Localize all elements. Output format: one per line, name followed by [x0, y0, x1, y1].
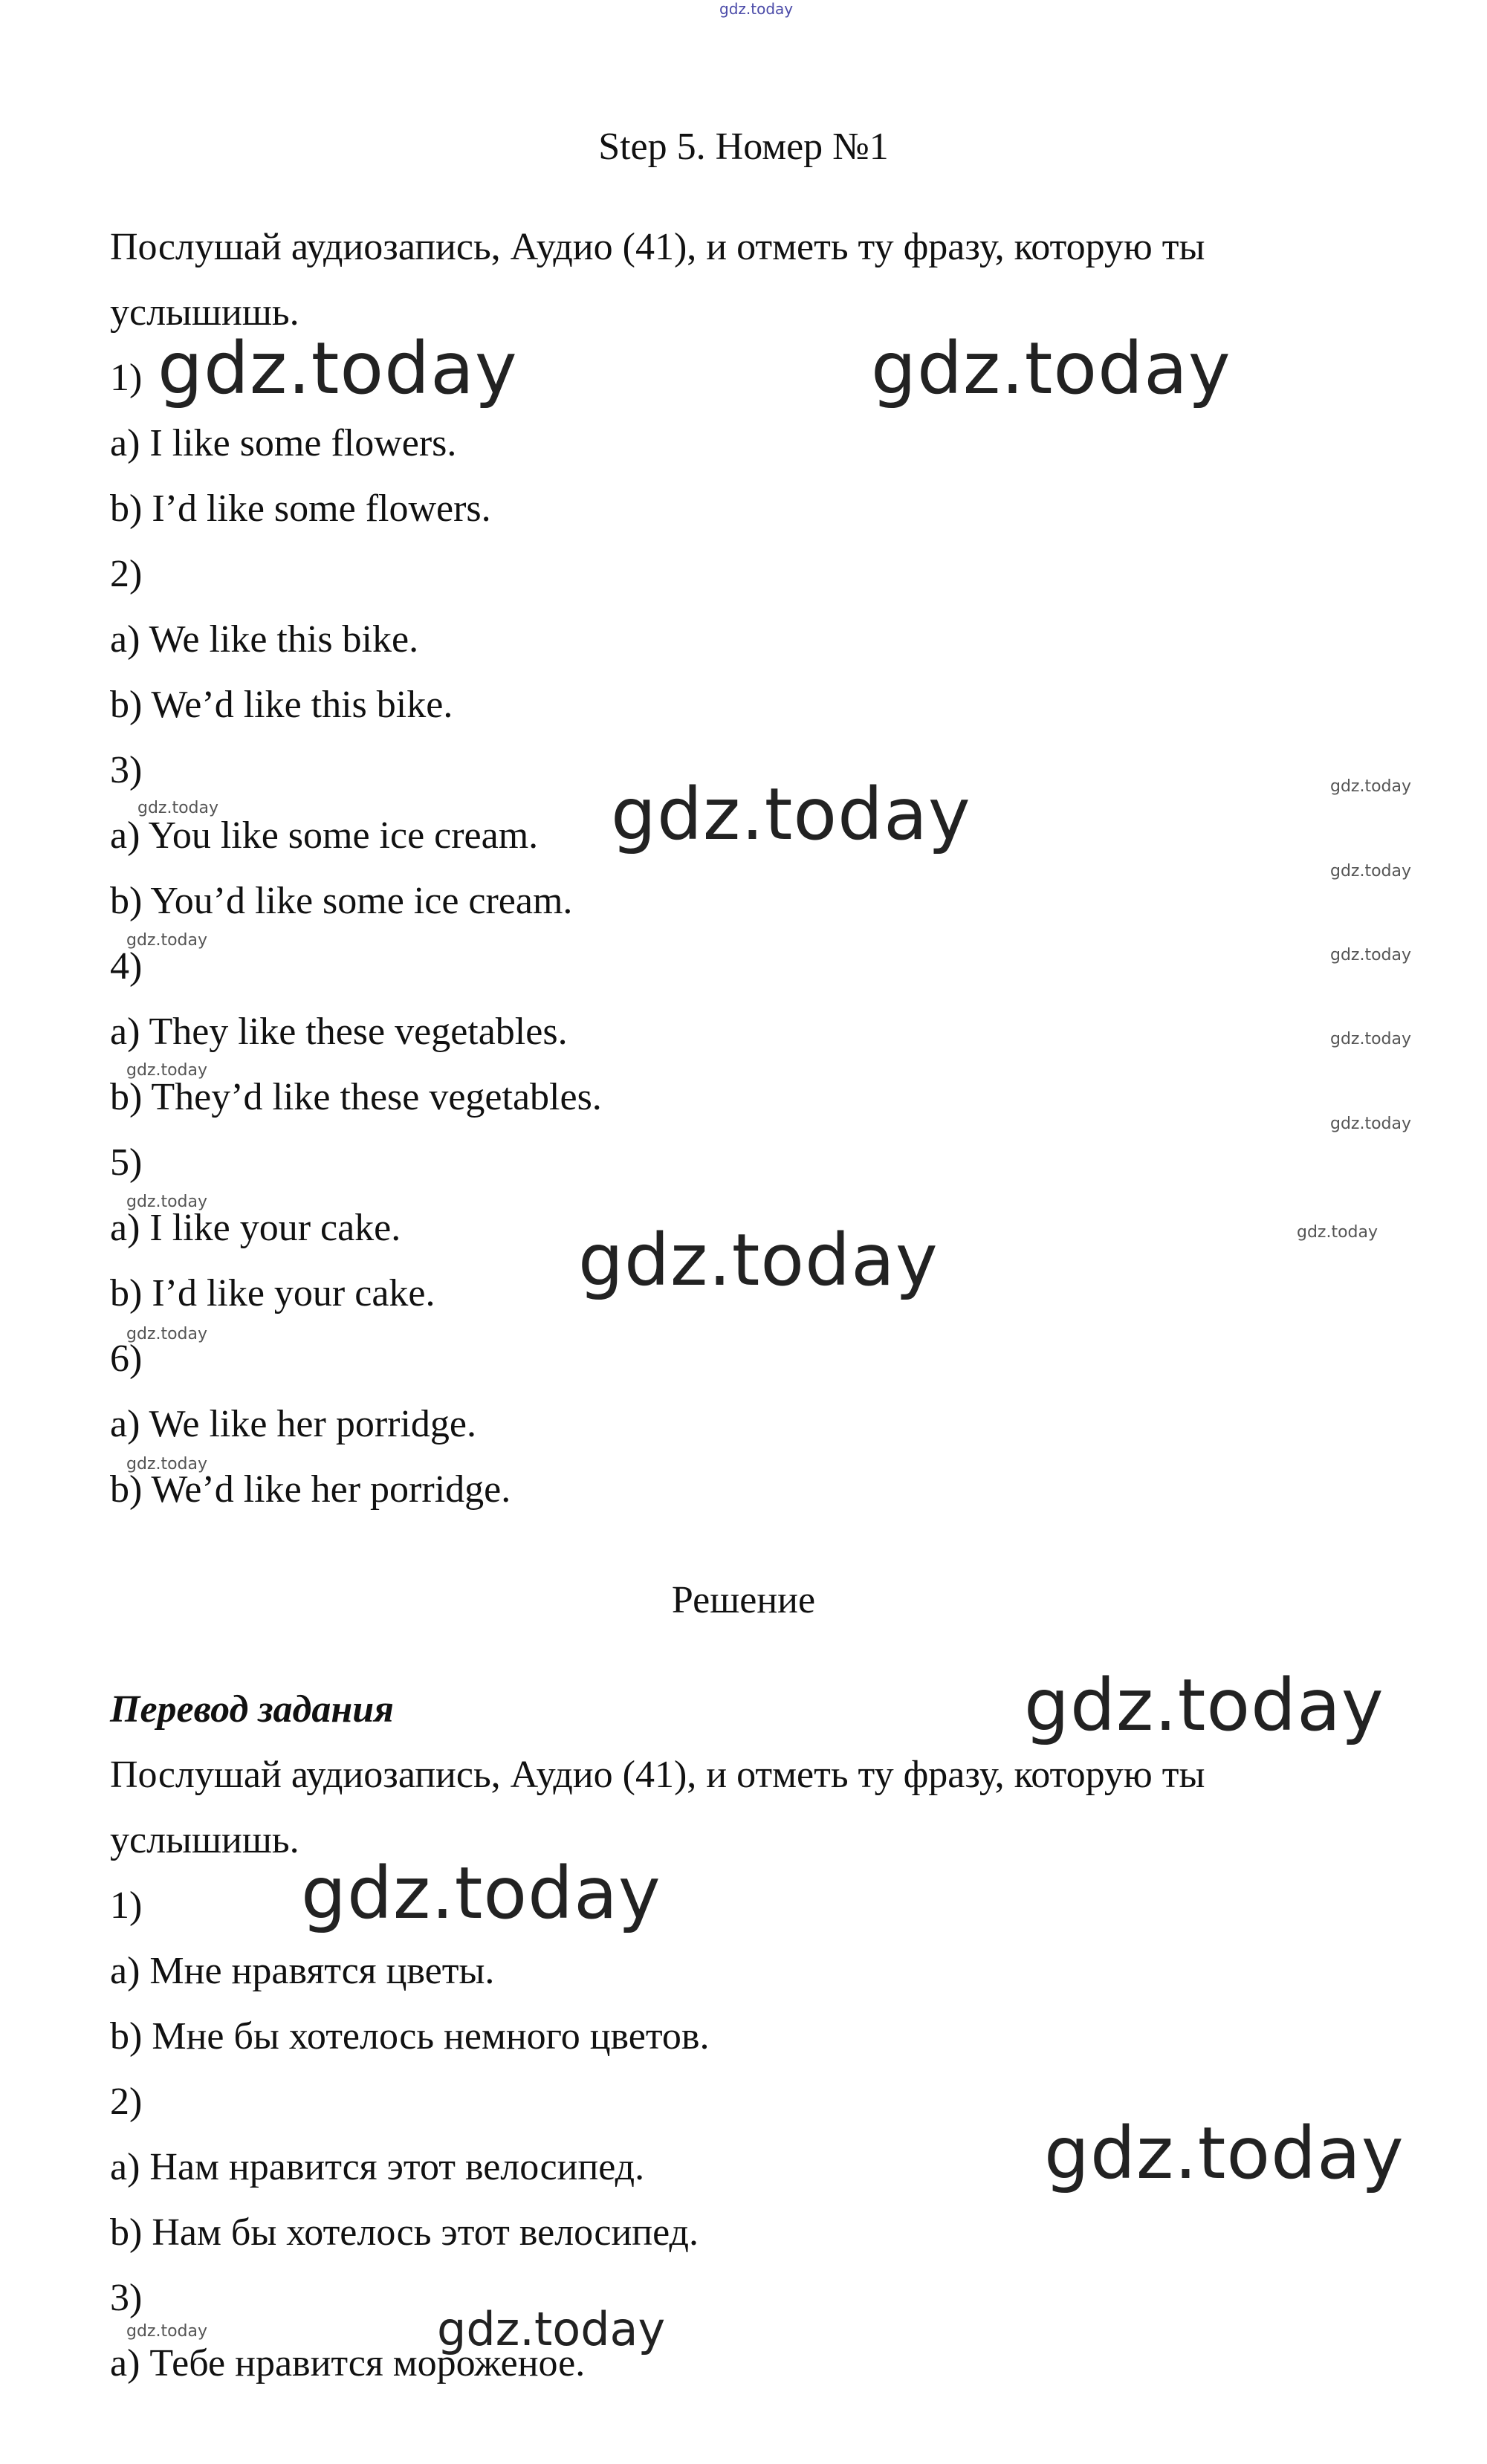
watermark-logo: gdz.today — [1330, 777, 1412, 796]
item-5-option-a: a) I like your cake. — [110, 1207, 401, 1249]
item-4-option-a: a) They like these vegetables. — [110, 1011, 568, 1053]
item-4-option-b: b) They’d like these vegetables. — [110, 1076, 602, 1118]
watermark-logo: gdz.today — [126, 1325, 208, 1343]
solution-title: Решение — [671, 1579, 816, 1621]
item-number-1: 1) — [110, 357, 143, 399]
item-6-option-b: b) We’d like her porridge. — [110, 1468, 511, 1511]
item-2-option-a: a) We like this bike. — [110, 618, 419, 661]
watermark-logo: gdz.today — [578, 1219, 939, 1302]
translation-item-number-3: 3) — [110, 2277, 143, 2319]
watermark-logo: gdz.today — [301, 1852, 661, 1935]
watermark-logo: gdz.today — [1330, 1115, 1412, 1133]
item-1-option-a: a) I like some flowers. — [110, 422, 457, 464]
item-5-option-b: b) I’d like your cake. — [110, 1272, 435, 1314]
item-1-option-b: b) I’d like some flowers. — [110, 487, 491, 530]
item-2-option-b: b) We’d like this bike. — [110, 684, 453, 726]
watermark-logo: gdz.today — [611, 773, 971, 856]
page-title: Step 5. Номер №1 — [598, 126, 889, 168]
watermark-logo: gdz.today — [158, 327, 518, 410]
instruction-line-2: услышишь. — [110, 291, 299, 334]
item-number-6: 6) — [110, 1338, 143, 1380]
translation-item-1-option-a: a) Мне нравятся цветы. — [110, 1950, 495, 1992]
watermark-logo: gdz.today — [126, 1193, 208, 1211]
item-3-option-b: b) You’d like some ice cream. — [110, 880, 573, 922]
translation-item-number-2: 2) — [110, 2081, 143, 2123]
item-number-3: 3) — [110, 749, 143, 791]
translation-instruction-line-1: Послушай аудиозапись, Аудио (41), и отметь ту фразу, которую ты — [110, 1754, 1205, 1796]
watermark-logo: gdz.today — [126, 2322, 208, 2341]
instruction-line-1: Послушай аудиозапись, Аудио (41), и отметь ту фразу, которую ты — [110, 226, 1205, 268]
translation-item-3-option-a: a) Тебе нравится мороженое. — [110, 2342, 586, 2384]
translation-instruction-line-2: услышишь. — [110, 1819, 299, 1861]
watermark-logo: gdz.today — [1297, 1223, 1379, 1242]
translation-item-2-option-b: b) Нам бы хотелось этот велосипед. — [110, 2211, 699, 2254]
watermark-logo: gdz.today — [126, 931, 208, 950]
watermark-logo: gdz.today — [437, 2302, 666, 2356]
watermark-logo: gdz.today — [719, 0, 794, 18]
item-3-option-a: a) You like some ice cream. — [110, 814, 539, 857]
translation-item-number-1: 1) — [110, 1884, 143, 1927]
watermark-logo: gdz.today — [1330, 1030, 1412, 1048]
watermark-logo: gdz.today — [1044, 2112, 1405, 2195]
watermark-logo: gdz.today — [1330, 946, 1412, 964]
item-number-2: 2) — [110, 553, 143, 595]
item-6-option-a: a) We like her porridge. — [110, 1403, 476, 1445]
translation-heading: Перевод задания — [110, 1688, 394, 1731]
watermark-logo: gdz.today — [126, 1455, 208, 1473]
watermark-logo: gdz.today — [1024, 1664, 1384, 1747]
watermark-logo: gdz.today — [871, 327, 1231, 410]
watermark-logo: gdz.today — [1330, 862, 1412, 881]
translation-item-2-option-a: a) Нам нравится этот велосипед. — [110, 2146, 645, 2188]
item-number-4: 4) — [110, 945, 143, 988]
translation-item-1-option-b: b) Мне бы хотелось немного цветов. — [110, 2015, 710, 2058]
item-number-5: 5) — [110, 1141, 143, 1184]
watermark-logo: gdz.today — [126, 1061, 208, 1080]
watermark-logo: gdz.today — [137, 799, 219, 817]
